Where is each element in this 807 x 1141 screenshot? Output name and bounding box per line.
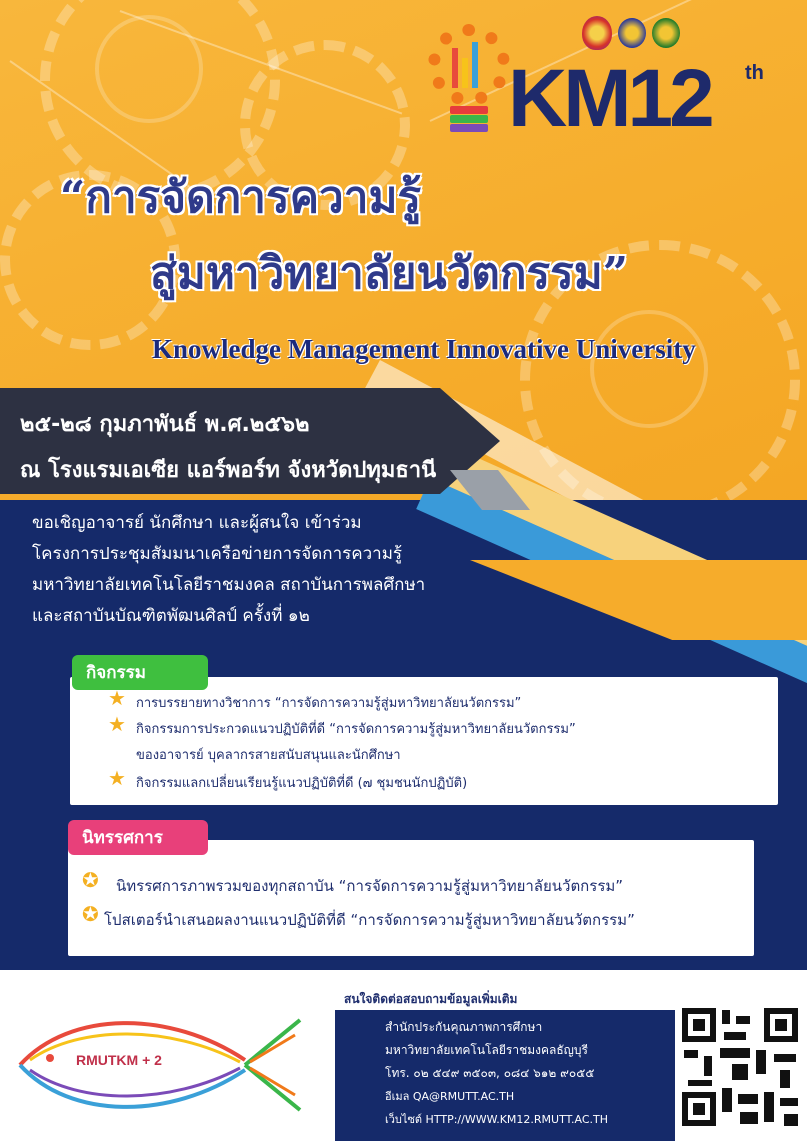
- title-line-2: สู่มหาวิทยาลัยนวัตกรรม”: [150, 248, 629, 299]
- event-venue: ณ โรงแรมเอเซีย แอร์พอร์ท จังหวัดปทุมธานี: [20, 458, 437, 483]
- institution-seal-icon: [582, 16, 612, 50]
- activities-list: [108, 686, 768, 796]
- contact-office: สำนักประกันคุณภาพการศึกษา: [385, 1020, 543, 1034]
- invitation-line: โครงการประชุมสัมมนาเครือข่ายการจัดการความรู้: [32, 544, 403, 564]
- gear-decoration-icon: [95, 15, 203, 123]
- star-icon: ★: [108, 686, 126, 710]
- list-item: ✪ โปสเตอร์นำเสนอผลงานแนวปฏิบัติที่ดี “การจัดการความรู้สู่มหาวิทยาลัยนวัตกรรม”: [82, 902, 635, 929]
- activities-tag: กิจกรรม: [72, 655, 208, 690]
- star-icon: ★: [108, 712, 126, 736]
- contact-website: เว็บไซต์ HTTP://WWW.KM12.RMUTT.AC.TH: [385, 1113, 609, 1126]
- km12-suffix: th: [745, 62, 764, 84]
- contact-heading: สนใจติดต่อสอบถามข้อมูลเพิ่มเติม: [344, 992, 518, 1006]
- list-item: ✪ นิทรรศการภาพรวมของทุกสถาบัน “การจัดการความรู้สู่มหาวิทยาลัยนวัตกรรม”: [82, 868, 624, 895]
- network-logo-text: RMUTKM + 2: [76, 1052, 162, 1068]
- km12-logo: [420, 14, 790, 144]
- invitation-line: และสถาบันบัณฑิตพัฒนศิลป์ ครั้งที่ ๑๒: [32, 606, 310, 626]
- star-icon: ✪: [82, 868, 99, 892]
- title-english: Knowledge Management Innovative University: [152, 334, 696, 364]
- km12-wordmark: KM12: [508, 53, 711, 144]
- contact-email: อีเมล QA@RMUTT.AC.TH: [385, 1090, 515, 1103]
- exhibition-list: [82, 868, 752, 940]
- university-seal-icon: [618, 18, 646, 48]
- gear-decoration-icon: [590, 310, 708, 428]
- invitation-line: ขอเชิญอาจารย์ นักศึกษา และผู้สนใจ เข้าร่วม: [32, 513, 362, 533]
- contact-details: [385, 1016, 675, 1131]
- star-icon: ★: [108, 766, 126, 790]
- network-logo: [10, 1000, 310, 1130]
- list-item: ★ การบรรยายทางวิชาการ “การจัดการความรู้สู่มหาวิทยาลัยนวัตกรรม”: [108, 686, 522, 711]
- lightbulb-gear-icon: [428, 24, 510, 106]
- list-item: ★ กิจกรรมการประกวดแนวปฏิบัติที่ดี “การจัดการความรู้สู่มหาวิทยาลัยนวัตกรรม”: [108, 712, 576, 737]
- contact-university: มหาวิทยาลัยเทคโนโลยีราชมงคลธัญบุรี: [385, 1043, 588, 1057]
- invitation-line: มหาวิทยาลัยเทคโนโลยีราชมงคล สถาบันการพลศึกษา: [32, 575, 426, 595]
- list-item: ของอาจารย์ บุคลากรสายสนับสนุนและนักศึกษา: [136, 748, 401, 763]
- contact-phone: โทร. ๐๒ ๕๔๙ ๓๕๐๓, ๐๘๔ ๖๑๒ ๙๐๕๕: [385, 1066, 595, 1080]
- qr-code-icon[interactable]: [680, 1006, 802, 1130]
- list-item: ★ กิจกรรมแลกเปลี่ยนเรียนรู้แนวปฏิบัติที่ดี (๗ ชุมชนนักปฏิบัติ): [108, 766, 468, 791]
- invitation-text: [32, 508, 502, 632]
- title-line-1: “การจัดการความรู้: [60, 172, 422, 223]
- event-date: ๒๕-๒๘ กุมภาพันธ์ พ.ศ.๒๕๖๒: [20, 412, 310, 437]
- star-icon: ✪: [82, 902, 99, 926]
- exhibition-tag: นิทรรศการ: [68, 820, 208, 855]
- institute-seal-icon: [652, 18, 680, 48]
